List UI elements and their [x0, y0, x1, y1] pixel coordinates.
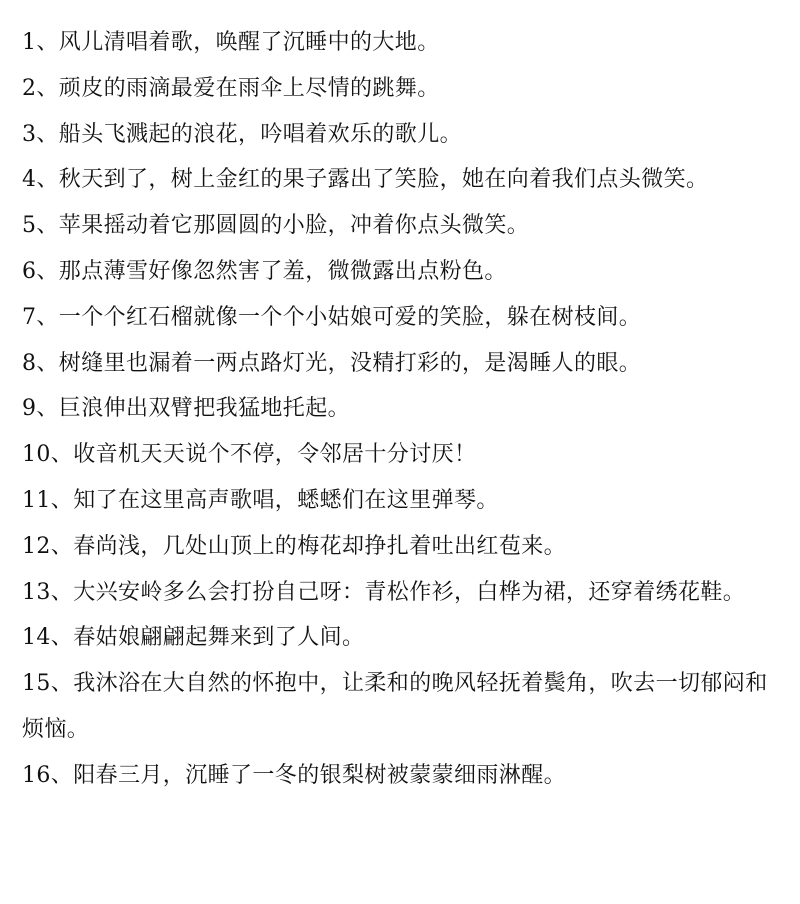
sentence-10: 10、收音机天天说个不停，令邻居十分讨厌！ [22, 442, 477, 468]
sentence-14: 14、春姑娘翩翩起舞来到了人间。 [22, 625, 365, 651]
sentence-2: 2、顽皮的雨滴最爱在雨伞上尽情的跳舞。 [22, 75, 440, 101]
sentence-list [22, 20, 784, 799]
sentence-16: 16、阳春三月，沉睡了一冬的银梨树被蒙蒙细雨淋醒。 [22, 762, 566, 788]
sentence-8: 8、树缝里也漏着一两点路灯光，没精打彩的，是渴睡人的眼。 [22, 350, 642, 376]
sentence-1: 1、风儿清唱着歌，唤醒了沉睡中的大地。 [22, 30, 440, 55]
sentence-4: 4、秋天到了，树上金红的果子露出了笑脸，她在向着我们点头微笑。 [22, 167, 709, 193]
sentence-5: 5、苹果摇动着它那圆圆的小脸，冲着你点头微笑。 [22, 213, 530, 239]
sentence-7: 7、一个个红石榴就像一个个小姑娘可爱的笑脸，躲在树枝间。 [22, 304, 642, 330]
sentence-13: 13、大兴安岭多么会打扮自己呀：青松作衫，白桦为裙，还穿着绣花鞋。 [22, 579, 746, 605]
sentence-6: 6、那点薄雪好像忽然害了羞，微微露出点粉色。 [22, 258, 507, 284]
sentence-3: 3、船头飞溅起的浪花，吟唱着欢乐的歌儿。 [22, 121, 462, 147]
sentence-9: 9、巨浪伸出双臂把我猛地托起。 [22, 396, 350, 422]
sentence-12: 12、春尚浅，几处山顶上的梅花却挣扎着吐出红苞来。 [22, 533, 566, 559]
sentence-11: 11、知了在这里高声歌唱，蟋蟋们在这里弹琴。 [22, 487, 499, 513]
sentence-15: 15、我沐浴在大自然的怀抱中，让柔和的晚风轻抚着鬓角，吹去一切郁闷和烦恼。 [22, 671, 768, 742]
